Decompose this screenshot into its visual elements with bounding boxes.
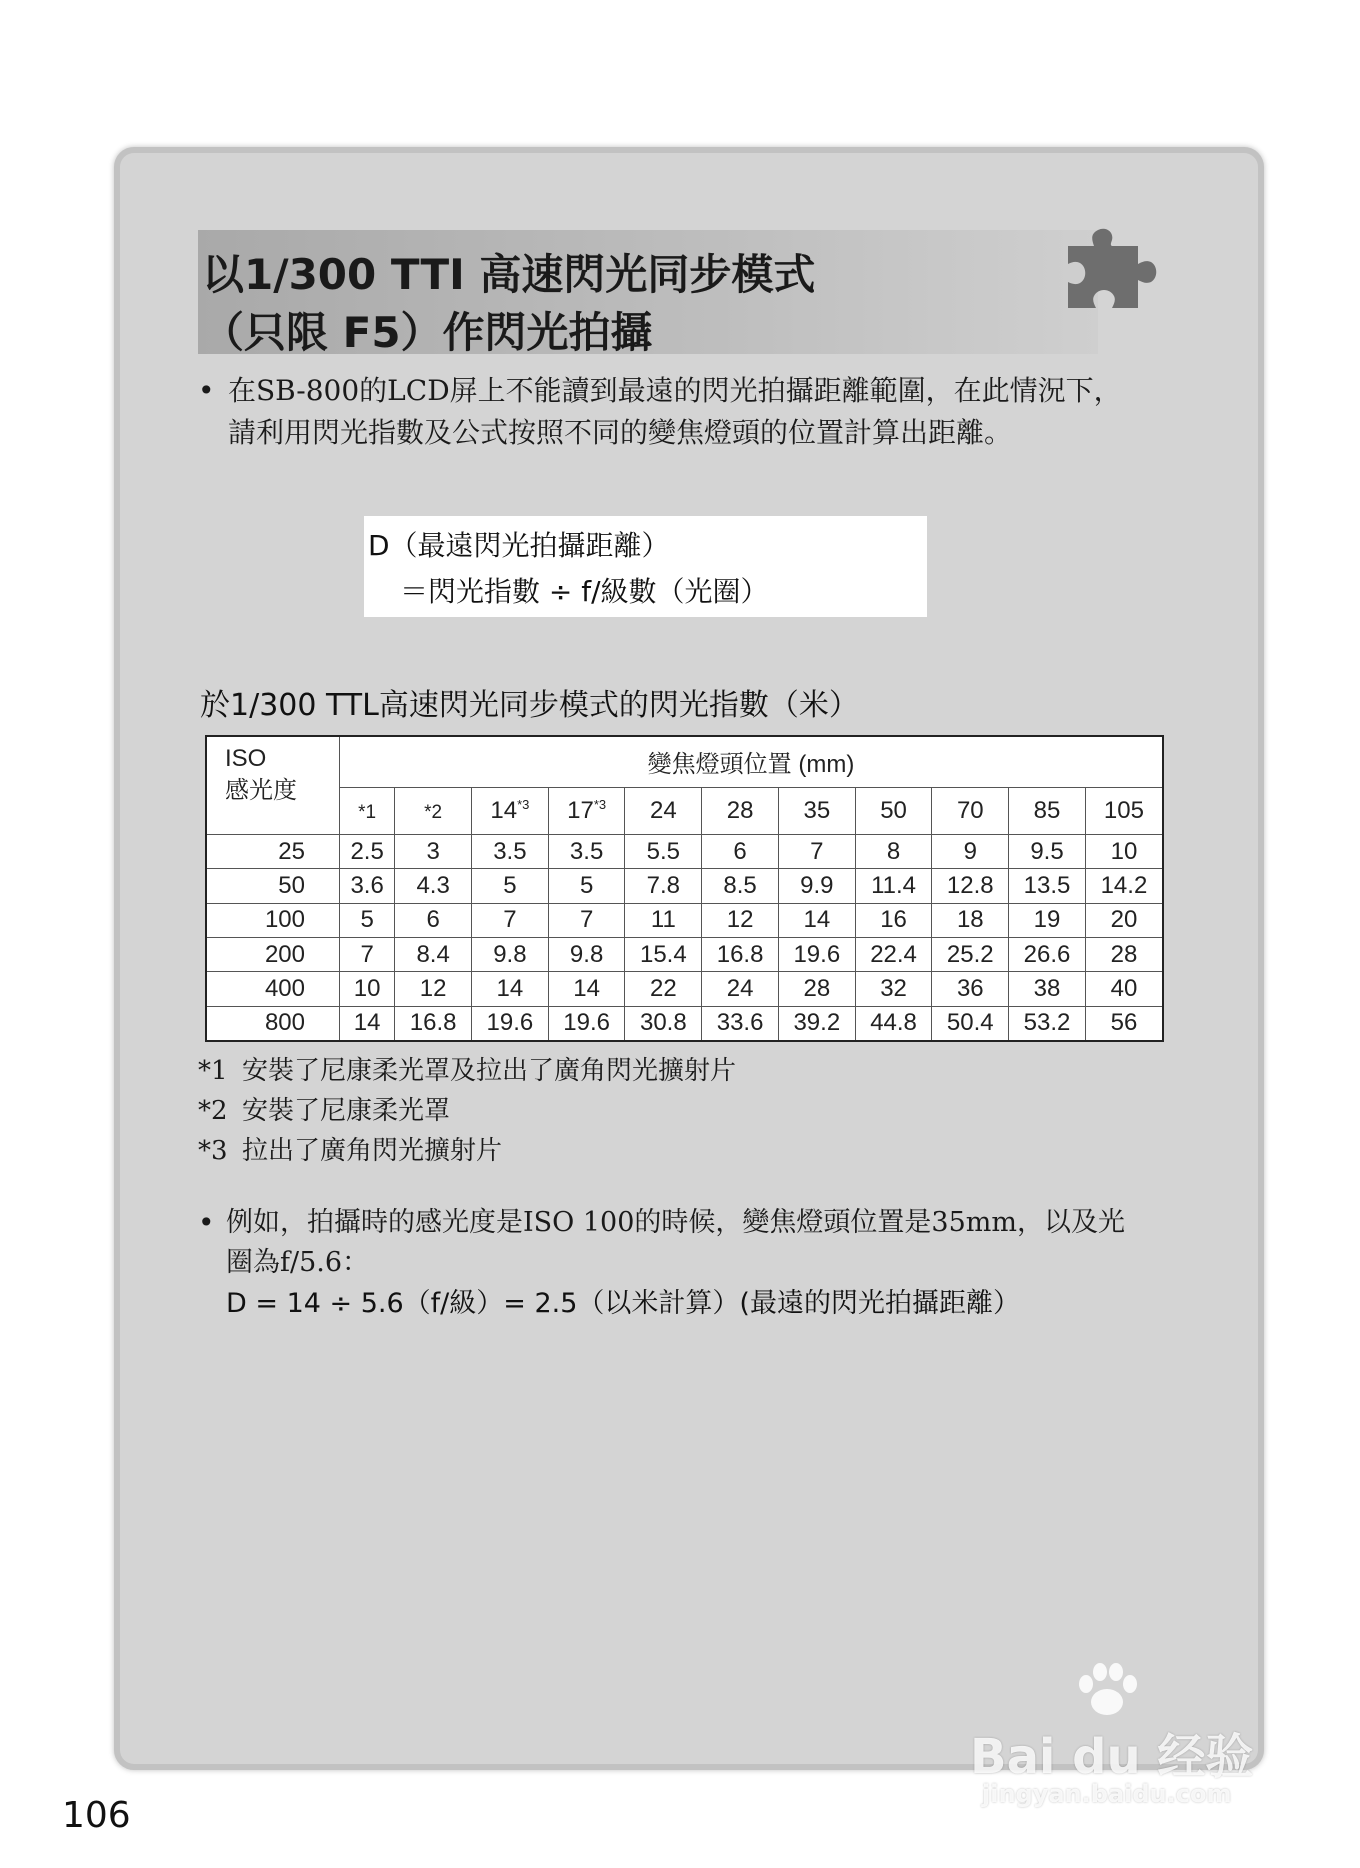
guide-number-cell: 20 [1085,903,1163,937]
iso-header-line-1: ISO [225,745,267,772]
guide-number-cell: 14 [472,972,549,1006]
guide-number-cell: 44.8 [855,1006,932,1041]
page-title-line-2: （只限 F5）作閃光拍攝 [202,308,653,357]
table-row [206,869,1163,903]
table-caption: 於1/300 TTL高速閃光同步模式的閃光指數（米） [200,688,859,723]
guide-number-cell: 11 [625,903,702,937]
page-number: 106 [62,1795,131,1836]
guide-number-cell: 39.2 [778,1006,855,1041]
guide-number-cell: 10 [1085,835,1163,869]
example-bullet [198,1202,218,1242]
zoom-column-header [702,787,779,834]
guide-number-cell: 5.5 [625,835,702,869]
guide-number-cell: 4.3 [395,869,472,903]
guide-number-cell: 9.8 [548,938,625,972]
page-title-line-1: 以1/300 TTI 高速閃光同步模式 [202,250,816,299]
zoom-column-label: 50 [880,797,907,825]
intro-paragraph [198,370,1178,460]
guide-number-cell: 24 [702,972,779,1006]
puzzle-piece-icon [1054,212,1166,322]
guide-number-cell: 7 [472,903,549,937]
intro-line-2: 請利用閃光指數及公式按照不同的變焦燈頭的位置計算出距離。 [228,416,1013,449]
guide-number-cell: 19.6 [548,1006,625,1041]
guide-number-cell: 11.4 [855,869,932,903]
guide-number-cell: 3.5 [472,835,549,869]
guide-number-cell: 13.5 [1009,869,1086,903]
guide-number-cell: 7 [340,938,395,972]
zoom-column-header [548,787,625,834]
guide-number-cell: 9 [932,835,1009,869]
zoom-column-label: 105 [1103,797,1144,825]
formula-line-2: ＝閃光指數 ÷ f/級數（光圈） [400,575,769,608]
guide-number-cell: 25.2 [932,938,1009,972]
zoom-column-header [625,787,702,834]
footnote-text: 拉出了廣角閃光擴射片 [242,1136,503,1166]
guide-number-cell: 56 [1085,1006,1163,1041]
guide-number-cell: 18 [932,903,1009,937]
bullet-icon: • [198,374,215,407]
zoom-header: 變焦燈頭位置 (mm) [340,736,1164,787]
guide-number-cell: 28 [1085,938,1163,972]
zoom-column-header [472,787,549,834]
guide-number-cell: 33.6 [702,1006,779,1041]
zoom-column-header [1085,787,1163,834]
guide-number-cell: 16.8 [395,1006,472,1041]
guide-number-cell: 8 [855,835,932,869]
table-row [206,835,1163,869]
guide-number-cell: 12 [702,903,779,937]
guide-number-cell: 15.4 [625,938,702,972]
guide-number-cell: 12.8 [932,869,1009,903]
iso-value-cell: 100 [206,903,340,937]
guide-number-cell: 16.8 [702,938,779,972]
guide-number-cell: 14.2 [1085,869,1163,903]
guide-number-cell: 9.8 [472,938,549,972]
guide-number-cell: 50.4 [932,1006,1009,1041]
guide-number-cell: 16 [855,903,932,937]
zoom-column-label: 14 [490,797,518,825]
guide-number-cell: 10 [340,972,395,1006]
baidu-watermark [960,1660,1280,1810]
example-line-2: 圈為f/5.6： [226,1247,370,1278]
guide-number-cell: 7.8 [625,869,702,903]
guide-number-cell: 9.9 [778,869,855,903]
iso-header [206,736,340,835]
guide-number-cell: 38 [1009,972,1086,1006]
iso-value-cell: 25 [206,835,340,869]
zoom-column-label: 24 [650,797,677,825]
zoom-column-label: 70 [956,797,984,825]
iso-value-cell: 400 [206,972,340,1006]
guide-number-cell: 53.2 [1009,1006,1086,1041]
guide-number-cell: 7 [548,903,625,937]
zoom-column-label: 35 [803,797,831,825]
zoom-column-label: 17 [567,797,594,825]
zoom-column-header [340,787,395,834]
guide-number-cell: 3 [395,835,472,869]
guide-number-cell: 19 [1009,903,1086,937]
table-row [206,1006,1163,1041]
guide-number-cell: 19.6 [778,938,855,972]
iso-header-line-2: 感光度 [225,777,297,804]
footnote-key: *1 [198,1056,228,1086]
intro-line-1: 在SB-800的LCD屏上不能讀到最遠的閃光拍攝距離範圍，在此情況下， [228,374,1122,407]
guide-number-cell: 19.6 [472,1006,549,1041]
footnote-1 [198,1050,736,1087]
guide-number-cell: 32 [855,972,932,1006]
zoom-column-label: *1 [358,802,377,824]
table-row [206,972,1163,1006]
footnote-2 [198,1090,450,1127]
guide-number-cell: 7 [778,835,855,869]
zoom-column-label: 85 [1033,797,1061,825]
guide-number-cell: 6 [395,903,472,937]
zoom-column-header [778,787,855,834]
zoom-column-label: 28 [726,797,754,825]
zoom-column-header [932,787,1009,834]
example-line-1: 例如，拍攝時的感光度是ISO 100的時候，變焦燈頭位置是35mm，以及光 [226,1207,1125,1238]
guide-number-cell: 8.4 [395,938,472,972]
watermark-brand: Bai du 经验 [970,1729,1254,1785]
guide-number-cell: 2.5 [340,835,395,869]
zoom-column-header [855,787,932,834]
guide-number-cell: 6 [702,835,779,869]
zoom-column-header [1009,787,1086,834]
guide-number-cell: 12 [395,972,472,1006]
guide-number-cell: 9.5 [1009,835,1086,869]
watermark-url: jingyan.baidu.com [982,1780,1232,1808]
guide-number-cell: 14 [548,972,625,1006]
footnote-marker: *3 [593,797,607,813]
paw-icon [1072,1660,1142,1720]
guide-number-cell: 40 [1085,972,1163,1006]
guide-number-cell: 3.6 [340,869,395,903]
guide-number-cell: 5 [340,903,395,937]
guide-number-table [205,735,1164,1042]
formula-line-1: D（最遠閃光拍攝距離） [368,529,670,562]
guide-number-cell: 22 [625,972,702,1006]
footnote-3 [198,1130,502,1167]
example-formula: D = 14 ÷ 5.6（f/級）= 2.5（以米計算）(最遠的閃光拍攝距離） [226,1288,1020,1319]
guide-number-cell: 5 [472,869,549,903]
guide-number-cell: 26.6 [1009,938,1086,972]
bullet-icon: • [198,1206,215,1239]
zoom-column-label: *2 [424,802,443,824]
formula-box [364,516,927,617]
guide-number-cell: 5 [548,869,625,903]
table-row [206,903,1163,937]
guide-number-cell: 36 [932,972,1009,1006]
footnote-key: *2 [198,1096,228,1126]
guide-number-cell: 14 [340,1006,395,1041]
iso-value-cell: 200 [206,938,340,972]
guide-number-cell: 3.5 [548,835,625,869]
guide-number-cell: 28 [778,972,855,1006]
iso-value-cell: 800 [206,1006,340,1041]
zoom-column-header [395,787,472,834]
footnote-key: *3 [198,1136,228,1166]
footnote-text: 安裝了尼康柔光罩及拉出了廣角閃光擴射片 [242,1056,737,1086]
guide-number-cell: 22.4 [855,938,932,972]
footnote-text: 安裝了尼康柔光罩 [242,1096,451,1126]
guide-number-cell: 8.5 [702,869,779,903]
guide-number-cell: 14 [778,903,855,937]
iso-value-cell: 50 [206,869,340,903]
guide-number-cell: 30.8 [625,1006,702,1041]
table-row [206,938,1163,972]
footnote-marker: *3 [517,797,530,813]
